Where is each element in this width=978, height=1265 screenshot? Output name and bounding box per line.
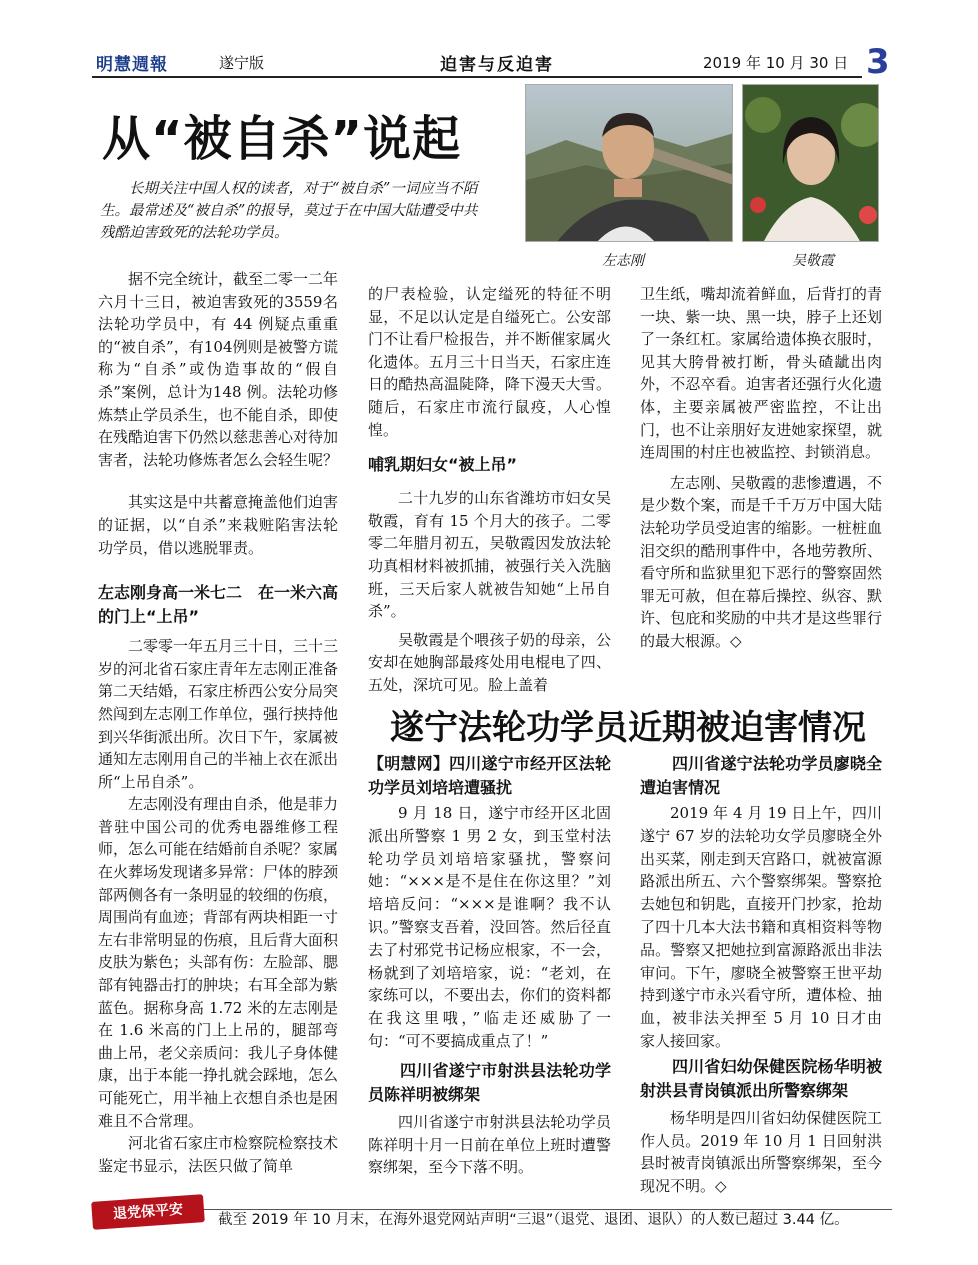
paragraph: 二十九岁的山东省潍坊市妇女吴敬霞，育有 15 个月大的孩子。二零零二年腊月初五，吴敬霞因发放法轮功真相材料被抓捕，被强行关入洗脑班，三天后家人就被告知她“上吊自杀”。	[368, 489, 611, 621]
article2-column-2	[640, 752, 882, 1198]
article2-title: 遂宁法轮功学员近期被迫害情况	[390, 708, 866, 748]
tuidang-badge: 退党保平安	[91, 1194, 205, 1230]
news-item-title: 四川省遂宁法轮功学员廖晓全遭迫害情况	[640, 754, 882, 797]
paragraph: 吴敬霞是个喂孩子奶的母亲，公安却在她胸部最疼处用电棍电了四、五处，深坑可见。脸上盖着	[368, 630, 611, 694]
news-item-title: 四川省妇幼保健医院杨华明被射洪县青岗镇派出所警察绑架	[640, 1056, 882, 1100]
news-item-body: 杨华明是四川省妇幼保健医院工作人员。2019 年 10 月 1 日回射洪县时被青岗镇派出所警察绑架，至今现况不明。◇	[640, 1108, 882, 1196]
article-column-3	[640, 283, 882, 653]
paragraph: 的尸表检验，认定缢死的特征不明显，不足以认定是自缢死亡。公安部门不让看尸检报告，并不断催家属火化遗体。五月三十日当天，石家庄连日的酷热高温陡降，降下漫天大雪。随后，石家庄市流行鼠疫，人心惶惶。	[368, 285, 611, 439]
page-number: 3	[866, 42, 890, 82]
photo-wu-jingxia	[742, 84, 879, 242]
news-item-body: 9 月 18 日，遂宁市经开区北固派出所警察 1 男 2 女，到玉堂村法轮功学员刘培培家骚扰，警察问她：“×××是不是住在你这里？”刘培培反问：“×××是谁啊？我不认识。”警察支吾着，没回答。然后径直去了村邪党书记杨应根家，不一会，杨就到了刘培培家，说：“老刘，在家练可以，不要出去，你们的资料都在我这里哦，”临走还威胁了一句：“可不要搞成重点了！”	[368, 804, 611, 1050]
article-column-2	[368, 283, 611, 697]
news-item-title: 【明慧网】四川遂宁市经开区法轮功学员刘培培遭骚扰	[368, 754, 611, 797]
masthead-brand: 明慧週報	[96, 55, 168, 75]
paragraph: 卫生纸，嘴却流着鲜血，后背打的青一块、紫一块、黑一块，脖子上还划了一条红杠。家属给遗体换衣服时，见其大胯骨被打断，骨头碴龇出肉外，不忍卒看。迫害者还强行火化遗体，主要亲属被严密监控，不让出门，也不让亲朋好友进她家探望，就连周围的村庄也被监控、封锁消息。	[640, 285, 882, 462]
news-item-body: 2019 年 4 月 19 日上午，四川遂宁 67 岁的法轮功女学员廖晓全外出买菜，刚走到天宫路口，就被富源路派出所五、六个警察绑架。警察抢去她包和钥匙，直接开门抄家，抢劫了四十几本大法书籍和真相资料等物品。警察又把她拉到富源路派出非法审问。下午，廖晓全被警察王世平劫持到遂宁市永兴看守所，遭体检、抽血，被非法关押至 5 月 10 日才由家人接回家。	[640, 804, 882, 1050]
subheading: 左志刚身高一米七二 在一米六高的门上“上吊”	[98, 583, 339, 627]
paragraph: 其实这是中共蓄意掩盖他们迫害的证据，以“自杀”来栽赃陷害法轮功学员，借以逃脱罪责。	[98, 493, 339, 557]
photo-caption-left: 左志刚	[602, 253, 644, 269]
article-title: 从“被自杀”说起	[102, 111, 462, 167]
news-item-title: 四川省遂宁市射洪县法轮功学员陈祥明被绑架	[368, 1060, 611, 1104]
paragraph: 据不完全统计，截至二零一二年六月十三日，被迫害致死的3559名法轮功学员中，有 44 例疑点重重的“被自杀”，有104例则是被警方谎称为“自杀”或伪造事故的“假自杀”案例，总计为148 例。法轮功修炼禁止学员杀生，也不能自杀，即使在残酷迫害下仍然以慈悲善心对待加害者，法轮功修炼者怎么会轻生呢？	[98, 270, 339, 469]
paragraph: 左志刚、吴敬霞的悲惨遭遇，不是少数个案，而是千千万万中国大陆法轮功学员受迫害的缩影。一桩桩血泪交织的酷刑事件中，各地劳教所、看守所和监狱里犯下恶行的警察固然罪无可赦，但在幕后操控、纵容、默许、包庇和奖励的中共才是这些罪行的最大根源。◇	[640, 473, 882, 650]
issue-date: 2019 年 10 月 30 日	[703, 54, 849, 72]
edition-label: 遂宁版	[219, 54, 265, 72]
subheading: 哺乳期妇女“被上吊”	[368, 455, 518, 475]
paragraph: 二零零一年五月三十日，三十三岁的河北省石家庄青年左志刚正准备第二天结婚，石家庄桥西公安分局突然闯到左志刚工作单位，强行挟持他到兴华街派出所。次日下午，家属被通知左志刚用自己的半袖上衣在派出所“上吊自杀”。	[98, 637, 339, 791]
footer-notice: 截至 2019 年 10 月末，在海外退党网站声明“三退”（退党、退团、退队）的人数已超过 3.44 亿。	[218, 1212, 849, 1228]
section-title: 迫害与反迫害	[440, 55, 554, 75]
article-lead: 长期关注中国人权的读者，对于“被自杀”一词应当不陌生。最常述及“被自杀”的报导，莫过于在中国大陆遭受中共残酷迫害致死的法轮功学员。	[100, 181, 478, 241]
header-rule	[92, 76, 862, 78]
paragraph: 河北省石家庄市检察院检察技术鉴定书显示，法医只做了简单	[98, 1134, 339, 1175]
photo-caption-right: 吴敬霞	[792, 253, 834, 269]
news-item-body: 四川省遂宁市射洪县法轮功学员陈祥明十月一日前在单位上班时遭警察绑架，至今下落不明。	[368, 1112, 611, 1177]
article-column-1	[98, 268, 338, 1177]
photo-zuo-zhigang	[525, 84, 733, 242]
article2-column-1	[368, 752, 611, 1179]
paragraph: 左志刚没有理由自杀，他是菲力普驻中国公司的优秀电器维修工程师，怎么可能在结婚前自杀呢？家属在火葬场发现诸多异常：尸体的脖颈部两侧各有一条明显的较细的伤痕，周围尚有血迹；背部有两块相距一寸左右非常明显的伤痕，且后背大面积皮肤为紫色；头部有伤：左脸部、腮部有钝器击打的肿块；右耳全部为紫蓝色。据称身高 1.72 米的左志刚是在 1.6 米高的门上上吊的，腿部弯曲上吊，老父亲质问：我儿子身体健康，出于本能一挣扎就会踩地，怎么可能死亡，用半袖上衣想自杀也是困难且不合常理。	[98, 795, 339, 1130]
